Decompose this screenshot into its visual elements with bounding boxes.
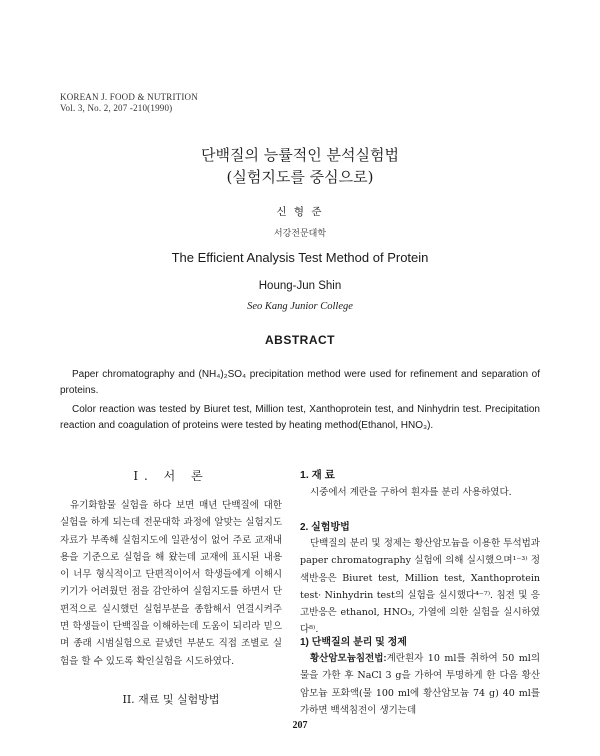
title-korean-line1: 단백질의 능률적인 분석실험법	[201, 146, 399, 164]
journal-volume: Vol. 3, No. 2, 207 -210(1990)	[60, 103, 173, 113]
abstract-paragraph-2	[60, 402, 540, 434]
introduction-body	[60, 497, 282, 670]
introduction-text: 유기화합물 실험을 하다 보면 매년 단백질에 대한 실험을 하게 되는데 전문대학 과정에 알맞는 실험지도 자료가 부족해 실험지도에 일관성이 없어 주로 교재내용을 기준으로 실험을 해 왔는데 교재에 표시된 내용이 너무 형식적이고 단편적이어서 학생들에게 이해시키기가 어려웠던 점을 감안하여 실험지도를 하면서 단편적으로 실시했던 실험부분을 종합해서 연결시켜주면 학생들이 단백질을 이해하는데 도움이 되리라 믿으며 종래 시범실험으로 끝냈던 부분도 직접 조별로 실험을 할 수 있도록 확인실험을 시도하였다.	[60, 500, 282, 667]
abstract-text-1: Paper chromatography and (NH₄)₂SO₄ precipitation method were used for refinement and separation of proteins.	[60, 369, 540, 396]
subsection-heading-methods: 2. 실험방법	[300, 522, 350, 533]
separation-body	[300, 650, 540, 719]
subsection-heading-separation: 1) 단백질의 분리 및 정제	[300, 637, 407, 648]
journal-name: KOREAN J. FOOD & NUTRITION	[60, 92, 198, 102]
methods-body	[300, 535, 540, 639]
subsection-heading-materials: 1. 재 료	[300, 469, 335, 481]
separation-paragraph	[300, 650, 540, 719]
page-number: 207	[292, 720, 308, 731]
section-heading-introduction: I. 서 론	[133, 469, 209, 483]
abstract-text-2: Color reaction was tested by Biuret test, Million test, Xanthoprotein test, and Ninhydrin test. Precipitation reaction and coagulation of proteins were tested by heating method(Ethanol, HNO₃).	[60, 404, 540, 431]
separation-lead: 황산암모늄침전법:	[310, 653, 387, 664]
journal-header	[60, 92, 198, 114]
abstract-heading: ABSTRACT	[265, 333, 335, 347]
author-english: Houng-Jun Shin	[258, 280, 342, 292]
materials-body	[300, 484, 540, 501]
title-english: The Efficient Analysis Test Method of Protein	[171, 250, 429, 265]
abstract-paragraph-1	[60, 367, 540, 399]
affiliation-english: Seo Kang Junior College	[247, 301, 353, 312]
materials-text: 시중에서 계란을 구하여 흰자를 분리 사용하였다.	[310, 487, 512, 498]
author-korean: 신 형 준	[276, 206, 324, 218]
affiliation-korean: 서강전문대학	[273, 229, 327, 239]
title-korean-line2: (실험지도를 중심으로)	[226, 168, 374, 186]
section-heading-materials-methods: II. 재료 및 실험방법	[122, 693, 220, 706]
separation-text: 계란흰자 10 ml를 취하여 50 ml의 물을 가한 후 NaCl 3 g을 가하여 투명하게 한 다음 황산암모늄 포화액(물 100 ml에 황산암모늄 74 g) 40 ml를 가하면 백색침전이 생기는데	[300, 653, 540, 716]
methods-text: 단백질의 분리 및 정제는 황산암모늄을 이용한 투석법과 paper chromatography 실험에 의해 실시했으며¹⁻³⁾ 정색반응은 Biuret test, Million test, Xanthoprotein test· Ninhydrin test의 실험을 실시했다⁴⁻⁷⁾. 침전 및 응고반응은 ethanol, HNO₃, 가열에 의한 실험을 실시하였다⁸⁾.	[300, 538, 540, 636]
